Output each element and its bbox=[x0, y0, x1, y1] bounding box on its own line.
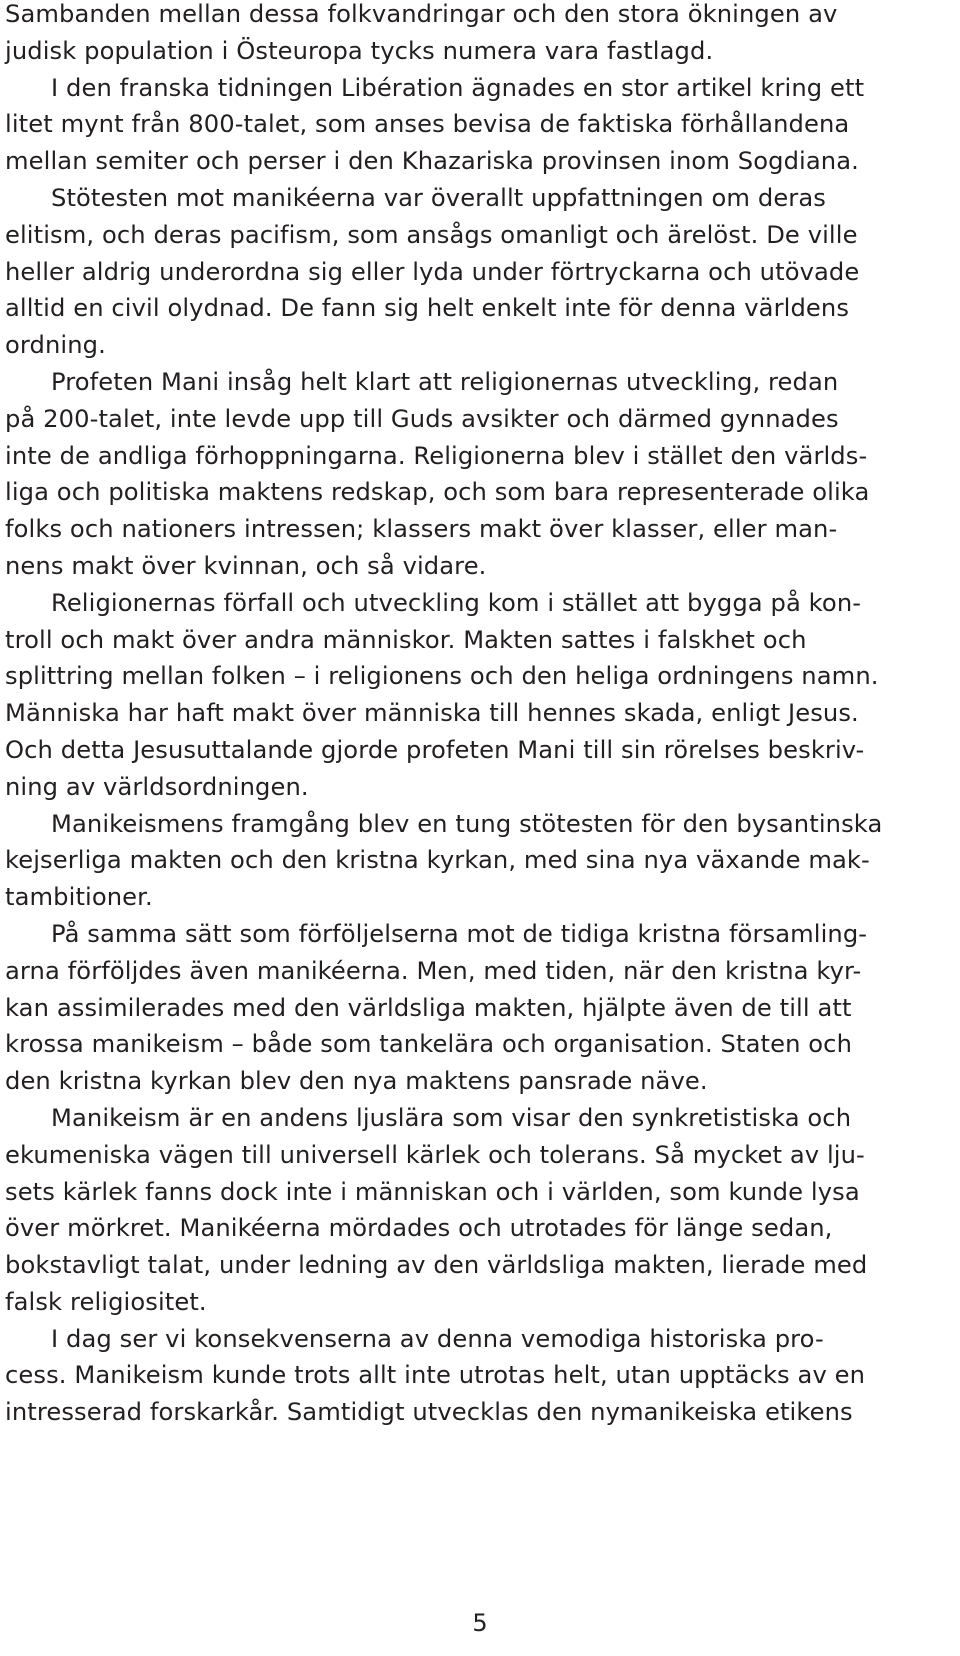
text-line: mellan semiter och perser i den Khazariska provinsen inom Sogdiana. bbox=[5, 147, 859, 176]
body-text bbox=[5, 0, 947, 1431]
paragraph-first-line: I dag ser vi konsekvenserna av denna vemodiga historiska pro- bbox=[51, 1324, 824, 1353]
paragraph-first-line: Stötesten mot manikéerna var överallt uppfattningen om deras bbox=[51, 183, 826, 212]
text-line: Och detta Jesusuttalande gjorde profeten Mani till sin rörelses beskriv- bbox=[5, 735, 865, 764]
text-line: intresserad forskarkår. Samtidigt utvecklas den nymanikeiska etikens bbox=[5, 1398, 853, 1427]
page-number: 5 bbox=[472, 1609, 488, 1637]
text-line: litet mynt från 800-talet, som anses bevisa de faktiska förhållandena bbox=[5, 110, 850, 139]
text-line: ekumeniska vägen till universell kärlek och tolerans. Så mycket av lju- bbox=[5, 1140, 865, 1169]
text-line: krossa manikeism – både som tankelära och organisation. Staten och bbox=[5, 1030, 853, 1059]
text-line: falsk religiositet. bbox=[5, 1287, 207, 1316]
text-line: kan assimilerades med den världsliga makten, hjälpte även de till att bbox=[5, 993, 852, 1022]
text-line: judisk population i Östeuropa tycks numera vara fastlagd. bbox=[5, 36, 714, 65]
text-line: alltid en civil olydnad. De fann sig helt enkelt inte för denna världens bbox=[5, 294, 850, 323]
text-line: cess. Manikeism kunde trots allt inte utrotas helt, utan upptäcks av en bbox=[5, 1361, 866, 1390]
text-line: folks och nationers intressen; klassers makt över klasser, eller man- bbox=[5, 515, 838, 544]
text-line: ning av världsordningen. bbox=[5, 772, 309, 801]
text-line: inte de andliga förhoppningarna. Religionerna blev i stället den världs- bbox=[5, 441, 868, 470]
text-line: sets kärlek fanns dock inte i människan och i världen, som kunde lysa bbox=[5, 1177, 860, 1206]
text-line: kejserliga makten och den kristna kyrkan, med sina nya växande mak- bbox=[5, 846, 870, 875]
text-line: över mörkret. Manikéerna mördades och utrotades för länge sedan, bbox=[5, 1214, 833, 1243]
paragraph-first-line: Profeten Mani insåg helt klart att religionernas utveckling, redan bbox=[51, 367, 839, 396]
paragraph-first-line: Religionernas förfall och utveckling kom i stället att bygga på kon- bbox=[51, 588, 862, 617]
paragraph-first-line: I den franska tidningen Libération ägnades en stor artikel kring ett bbox=[51, 73, 865, 102]
text-line: Människa har haft makt över människa till hennes skada, enligt Jesus. bbox=[5, 699, 859, 728]
text-line: heller aldrig underordna sig eller lyda under förtryckarna och utövade bbox=[5, 257, 860, 286]
text-line: tambitioner. bbox=[5, 883, 153, 912]
text-line: nens makt över kvinnan, och så vidare. bbox=[5, 551, 487, 580]
text-line: splittring mellan folken – i religionens och den heliga ordningens namn. bbox=[5, 662, 879, 691]
paragraph-first-line: Manikeismens framgång blev en tung stötesten för den bysantinska bbox=[51, 809, 883, 838]
text-line: troll och makt över andra människor. Makten sattes i falskhet och bbox=[5, 625, 807, 654]
text-line: den kristna kyrkan blev den nya maktens pansrade näve. bbox=[5, 1067, 708, 1096]
paragraph-first-line: På samma sätt som förföljelserna mot de tidiga kristna församling- bbox=[51, 919, 868, 948]
text-line: arna förföljdes även manikéerna. Men, med tiden, när den kristna kyr- bbox=[5, 956, 862, 985]
text-line: Sambanden mellan dessa folkvandringar och den stora ökningen av bbox=[5, 0, 838, 28]
text-line: på 200-talet, inte levde upp till Guds avsikter och därmed gynnades bbox=[5, 404, 839, 433]
text-line: ordning. bbox=[5, 331, 106, 360]
text-line: liga och politiska maktens redskap, och som bara representerade olika bbox=[5, 478, 870, 507]
text-line: elitism, och deras pacifism, som ansågs omanligt och ärelöst. De ville bbox=[5, 220, 858, 249]
paragraph-first-line: Manikeism är en andens ljuslära som visar den synkretistiska och bbox=[51, 1103, 852, 1132]
text-line: bokstavligt talat, under ledning av den världsliga makten, lierade med bbox=[5, 1251, 868, 1280]
